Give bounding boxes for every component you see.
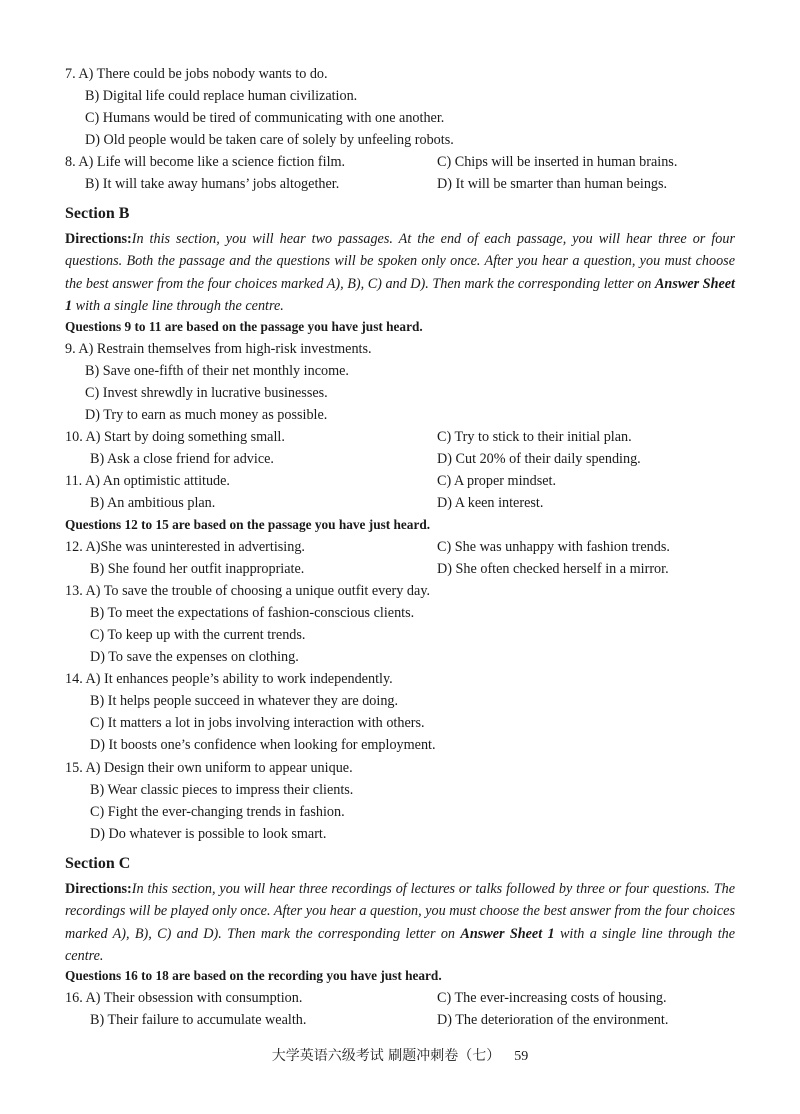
q15-option-c: C) Fight the ever-changing trends in fashion. [90,804,345,820]
q8-option-b: B) It will take away humans’ jobs altogether. [85,176,340,192]
q14-option-b: B) It helps people succeed in whatever they are doing. [90,693,399,709]
q12-option-a: 12. A)She was uninterested in advertising. [65,539,305,555]
directions-label: Directions: [65,881,132,897]
q8-option-c: C) Chips will be inserted in human brains. [437,154,678,170]
q10-option-c: C) Try to stick to their initial plan. [437,429,632,445]
page-number: 59 [514,1049,529,1064]
q16-option-a: 16. A) Their obsession with consumption. [65,990,303,1006]
q10-option-a: 10. A) Start by doing something small. [65,429,285,445]
questions-16-18-heading: Questions 16 to 18 are based on the recording you have just heard. [65,968,442,983]
directions-text: In this section, you will hear two passages. At the end of each passage, you will hear three or four questions. Both the passage and the questions will be spoken only once. After you hear a question, you must choose the best answer from the four choices marked A), B), C) and D). Then mark the corresponding letter on [65,231,735,292]
q14-option-c: C) It matters a lot in jobs involving interaction with others. [90,715,425,731]
q12-option-b: B) She found her outfit inappropriate. [90,561,305,577]
q7-option-a: 7. A) There could be jobs nobody wants to do. [65,66,328,82]
q11-option-d: D) A keen interest. [437,495,544,511]
questions-12-15-heading: Questions 12 to 15 are based on the passage you have just heard. [65,517,431,532]
q7-option-c: C) Humans would be tired of communicating with one another. [85,110,445,126]
q11-option-a: 11. A) An optimistic attitude. [65,473,230,489]
q10-option-d: D) Cut 20% of their daily spending. [437,451,641,467]
q7-option-d: D) Old people would be taken care of solely by unfeeling robots. [85,132,454,148]
q13-option-d: D) To save the expenses on clothing. [90,649,299,665]
q11-option-c: C) A proper mindset. [437,473,557,489]
q12-option-d: D) She often checked herself in a mirror. [437,561,669,577]
q8-option-a: 8. A) Life will become like a science fiction film. [65,154,346,170]
q13-option-b: B) To meet the expectations of fashion-conscious clients. [90,605,415,621]
footer-title: 大学英语六级考试 刷题冲刺卷（七） [271,1048,501,1064]
q16-option-c: C) The ever-increasing costs of housing. [437,990,667,1006]
section-c-title: Section C [65,855,131,872]
q9-option-d: D) Try to earn as much money as possible. [85,407,328,423]
q8-option-d: D) It will be smarter than human beings. [437,176,668,192]
q9-option-c: C) Invest shrewdly in lucrative businesses. [85,385,328,401]
directions-text-end: with a single line through the centre. [65,925,736,964]
questions-9-11-heading: Questions 9 to 11 are based on the passage you have just heard. [65,319,423,334]
q10-option-b: B) Ask a close friend for advice. [90,451,274,467]
q12-option-c: C) She was unhappy with fashion trends. [437,539,670,555]
q15-option-a: 15. A) Design their own uniform to appear unique. [65,760,353,776]
answer-sheet-ref: Answer Sheet 1 [460,925,555,942]
page-footer [0,1046,800,1067]
q11-option-b: B) An ambitious plan. [90,495,216,511]
q9-option-b: B) Save one-fifth of their net monthly income. [85,363,349,379]
q15-option-b: B) Wear classic pieces to impress their clients. [90,782,354,798]
q13-option-c: C) To keep up with the current trends. [90,627,306,643]
directions-text-end: with a single line through the centre. [75,297,284,314]
q16-option-b: B) Their failure to accumulate wealth. [90,1012,307,1028]
directions-text: In this section, you will hear three recordings of lectures or talks followed by three or four questions. The recordings will be played only once. After you hear a question, you must choose the best answer from the four choices marked A), B), C) and D). Then mark the corresponding letter on [65,881,735,942]
q13-option-a: 13. A) To save the trouble of choosing a unique outfit every day. [65,583,431,599]
q14-option-a: 14. A) It enhances people’s ability to work independently. [65,671,393,687]
q15-option-d: D) Do whatever is possible to look smart. [90,826,327,842]
q9-option-a: 9. A) Restrain themselves from high-risk investments. [65,341,372,357]
q7-option-b: B) Digital life could replace human civilization. [85,88,358,104]
section-c-directions [65,878,735,967]
directions-label: Directions: [65,231,132,247]
section-b-title: Section B [65,205,130,222]
q16-option-d: D) The deterioration of the environment. [437,1012,669,1028]
section-b-directions [65,228,735,317]
answer-sheet-ref: Answer Sheet 1 [65,275,735,314]
q14-option-d: D) It boosts one’s confidence when looking for employment. [90,737,436,753]
